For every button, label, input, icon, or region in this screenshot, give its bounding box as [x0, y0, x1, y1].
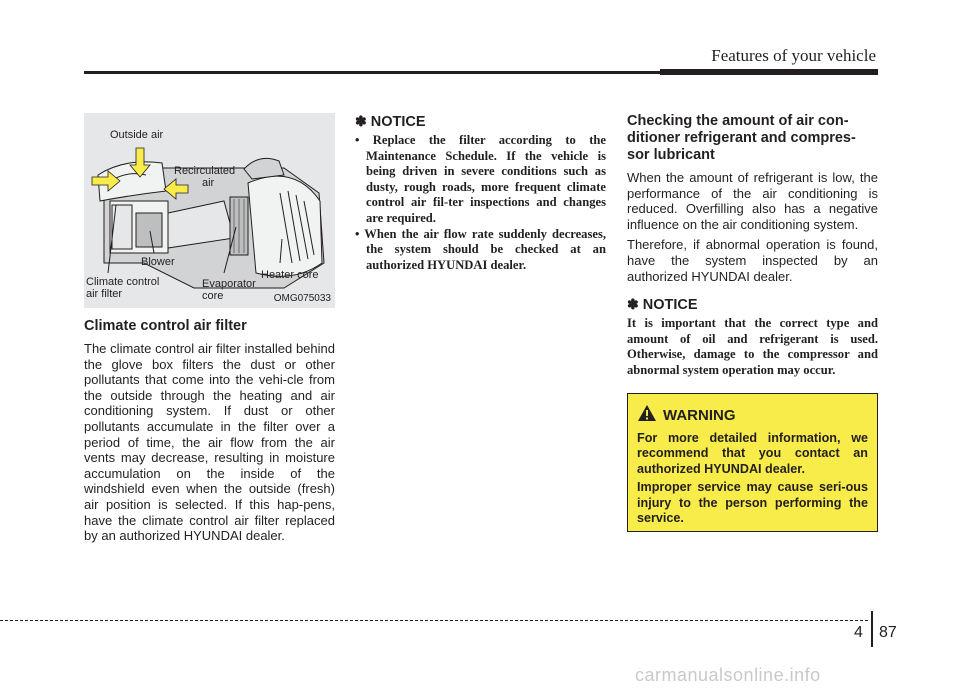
page-header-title: Features of your vehicle [711, 46, 876, 65]
section-heading-refrigerant: Checking the amount of air con-ditioner refrigerant and compres-sor lubricant [627, 113, 856, 163]
section-heading-air-filter: Climate control air filter [84, 318, 247, 334]
warning-paragraph: Improper service may cause seri-ous injury to the person performing the service. [637, 480, 868, 526]
notice-text: It is important that the correct type and amount of oil and refrigerant is used. Otherwise, damage to the compressor and abnormal system operation may occur. [627, 316, 878, 377]
page-number: 87 [879, 624, 897, 641]
refrigerant-paragraph: When the amount of refrigerant is low, the performance of the air conditioning is reduced. Overfilling also has a negative influence on the air conditioning system. [627, 170, 878, 232]
warning-paragraph: For more detailed information, we recommend that you contact an authorized HYUNDAI dealer. [637, 431, 868, 476]
air-filter-diagram [84, 113, 335, 308]
notice-heading [355, 113, 606, 130]
notice-star-icon: ✽ [355, 113, 367, 129]
label-heater-core: Heater core [261, 269, 319, 281]
label-outside-air: Outside air [110, 129, 164, 141]
notice-title: NOTICE [370, 113, 426, 130]
label-blower: Blower [141, 256, 175, 268]
footer-divider [871, 611, 873, 647]
warning-title: WARNING [663, 407, 736, 424]
notice-title: NOTICE [642, 296, 698, 313]
warning-triangle-icon [637, 404, 657, 427]
label-recirculated-air-line2: air [202, 177, 215, 189]
warning-box [627, 393, 878, 532]
figure-code: OMG075033 [273, 293, 331, 304]
label-evaporator-line1: Evaporator [202, 278, 256, 290]
chapter-number: 4 [854, 624, 863, 641]
column-middle [355, 113, 606, 273]
header-rule-accent [660, 69, 878, 75]
column-left [84, 113, 335, 549]
label-climate-filter-line1: Climate control [86, 276, 160, 288]
footer-rule [0, 620, 868, 621]
notice-item: • When the air flow rate suddenly decreases, the system should be checked at an authorized HYUNDAI dealer. [355, 226, 606, 272]
air-filter-paragraph: The climate control air filter installed behind the glove box filters the dust or other pollutants that come into the vehi-cle from the outside through the heating and air conditioning system. If dust or other pollutants accumulate in the filter over a period of time, the air flow from the air vents may decrease, resulting in moisture accumulation on the inside of the windshield even when the outside (fresh) air position is selected. If this hap-pens, have the climate control air filter replaced by an authorized HYUNDAI dealer. [84, 341, 335, 544]
notice-star-icon: ✽ [627, 296, 639, 313]
label-recirculated-air-line1: Recirculated [174, 165, 236, 177]
notice-item: • Replace the filter according to the Maintenance Schedule. If the vehicle is being driven in severe conditions such as dusty, rough roads, more frequent climate control air fil-ter inspections and changes are required. [355, 133, 606, 225]
notice-heading [627, 296, 878, 313]
column-right [627, 113, 878, 379]
warning-heading [637, 404, 868, 427]
refrigerant-paragraph: Therefore, if abnormal operation is found, have the system inspected by an authorized HYUNDAI dealer. [627, 237, 878, 284]
label-climate-filter-line2: air filter [86, 288, 123, 300]
notice-list [355, 133, 606, 273]
watermark: carmanualsonline.info [635, 665, 821, 685]
label-evaporator-line2: core [202, 290, 224, 302]
